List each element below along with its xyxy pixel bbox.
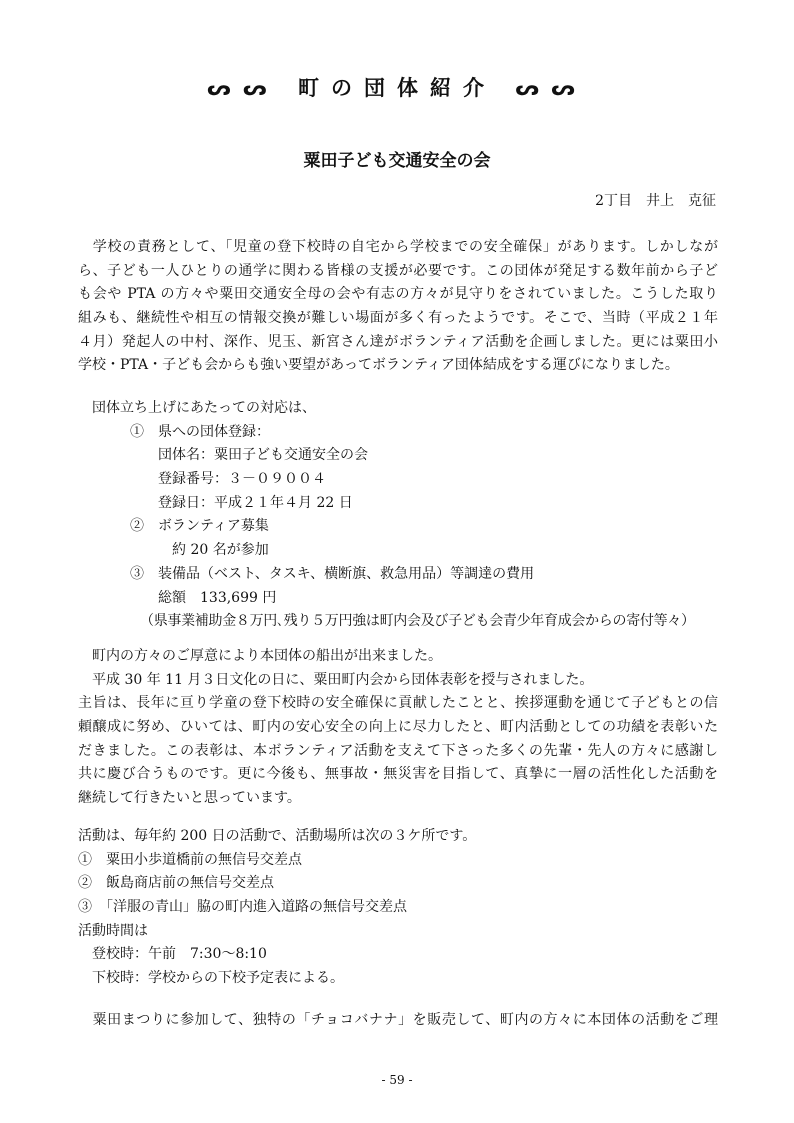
award-line: 継続して行きたいと思っています。 <box>78 790 301 807</box>
article-title: 粟田子ども交通安全の会 <box>303 151 491 171</box>
setup-lead: 団体立ち上げにあたっての対応は、 <box>92 400 316 416</box>
setup-item-volunteers: ② ボランティア募集 <box>130 518 269 535</box>
registration-date: 登録日：平成２１年４月 22 日 <box>158 494 353 511</box>
activity-place: ① 粟田小歩道橋前の無信号交差点 <box>78 851 302 868</box>
setup-item-equipment: ③ 装備品（ベスト、タスキ、横断旗、救急用品）等調達の費用 <box>130 565 535 582</box>
intro-line: 学校の責務として、「児童の登下校時の自宅から学校までの安全確保」があります。しかしなが <box>78 239 718 255</box>
group-name: 団体名：粟田子ども交通安全の会 <box>158 447 368 464</box>
activity-time-morning: 登校時：午前 7:30～8:10 <box>78 946 267 963</box>
page-number: - 59 - <box>381 1073 413 1087</box>
award-line: だきました。この表彰は、本ボランティア活動を支えて下さった多くの先輩・先人の方々に感謝し <box>78 742 718 759</box>
intro-line: 組みも、継続性や相互の情報交換が難しい場面が多く有ったようです。そこで、当時（平成２１年 <box>78 310 718 327</box>
registration-number: 登録番号：３－０９００４ <box>158 471 326 488</box>
intro-paragraph <box>78 236 718 378</box>
setup-section <box>78 397 718 634</box>
activity-place: ② 飯島商店前の無信号交差点 <box>78 875 274 892</box>
activity-time-head: 活動時間は <box>78 922 148 939</box>
award-paragraph <box>78 645 718 811</box>
volunteer-count: 約 20 名が参加 <box>172 542 269 559</box>
intro-line: ら、子ども一人ひとりの通学に関わる皆様の支援が必要です。この団体が発足する数年前から子ど <box>78 262 718 279</box>
closing-line: 粟田まつりに参加して、独特の「チョコバナナ」を販売して、町内の方々に本団体の活動をご理 <box>78 1012 718 1028</box>
author-line: 2丁目 井上 克征 <box>595 193 716 209</box>
activity-lead: 活動は、毎年約 200 日の活動で、活動場所は次の３ケ所です。 <box>78 828 477 844</box>
award-line: 共に慶び合うものです。更に今後も、無事故・無災害を目指して、真摯に一層の活性化した活動を <box>78 766 718 783</box>
equipment-total: 総額 133,699 円 <box>158 589 277 606</box>
intro-line: も会や PTA の方々や粟田交通安全母の会や有志の方々が見守りをされていました。こうした取り <box>78 286 718 303</box>
award-line: 平成 30 年 11 月３日文化の日に、粟田町内会から団体表彰を授与されました。 <box>78 671 594 688</box>
closing-paragraph <box>78 1009 718 1033</box>
setup-item-registration: ① 県への団体登録： <box>130 423 270 440</box>
intro-line: 学校・PTA・子ども会からも強い要望があってボランティア団体結成をする運びになりました。 <box>78 357 679 374</box>
intro-line: ４月）発起人の中村、深作、児玉、新宮さん達がボランティア活動を企画しました。更には粟田小 <box>78 333 718 350</box>
activity-time-afternoon: 下校時：学校からの下校予定表による。 <box>78 970 344 987</box>
activity-place: ③ 「洋服の青山」脇の町内進入道路の無信号交差点 <box>78 899 407 916</box>
award-line: 主旨は、長年に亘り学童の登下校時の安全確保に貢献したことと、挨拶運動を通じて子どもとの信 <box>78 695 718 712</box>
award-line: 町内の方々のご厚意により本団体の船出が出来ました。 <box>78 648 442 664</box>
section-header: ᔕᔕ 町の団体紹介 ᔕᔕ <box>206 76 588 100</box>
award-line: 頼醸成に努め、ひいては、町内の安心安全の向上に尽力したと、町内活動としての功績を表彰いた <box>78 719 718 736</box>
activity-section <box>78 825 718 991</box>
funding-note: （県事業補助金８万円､残り５万円強は町内会及び子ども会青少年育成会からの寄付等々） <box>140 613 695 630</box>
